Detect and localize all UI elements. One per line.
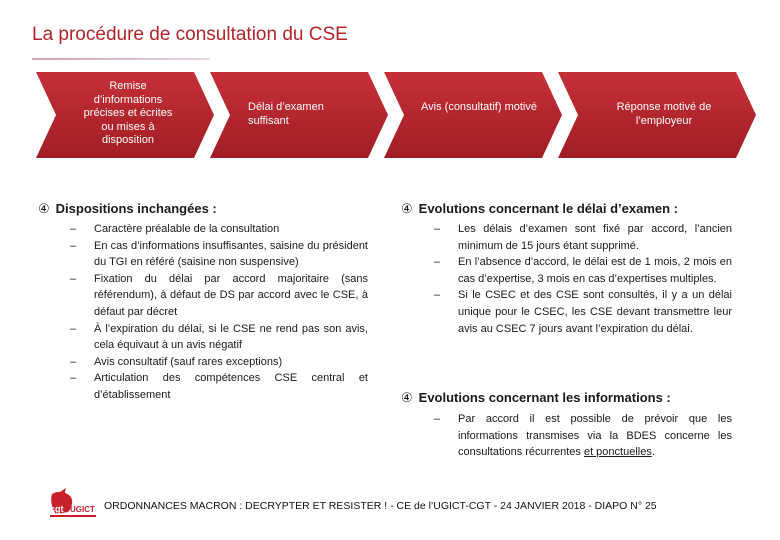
list-item: – À l’expiration du délai, si le CSE ne rend pas son avis, cela équivaut à un avis négatif: [68, 321, 368, 354]
left-heading-text: Dispositions inchangées :: [55, 201, 217, 216]
list-item: – Les délais d’examen sont fixé par accord, l’ancien minimum de 15 jours étant supprimé.: [432, 221, 732, 254]
list-item: – Articulation des compétences CSE central et d’établissement: [68, 370, 368, 403]
footer-text: ORDONNANCES MACRON : DECRYPTER ET RESISTER ! - CE de l’UGICT-CGT - 24 JANVIER 2018 - DIAPO N° 25: [104, 500, 657, 512]
logo-text-ugict: UGICT: [70, 505, 95, 514]
step-arrow-3: [384, 72, 562, 158]
right-delay-list: [432, 221, 732, 337]
right-delay-heading: [401, 201, 678, 217]
right-info-heading-text: Evolutions concernant les informations :: [418, 390, 671, 405]
title-underline: [32, 58, 210, 60]
step-label-1: Remise d’informations précises et écrites ou mises à disposition: [83, 80, 173, 146]
logo-graphic: [48, 488, 98, 526]
list-item: – En l’absence d’accord, le délai est de 1 mois, 2 mois en cas d’expertise, 3 mois en cas d’expertises multiples.: [432, 254, 732, 287]
left-heading: [38, 201, 217, 217]
info-underlined-text: et ponctuelles: [583, 446, 652, 459]
list-item: – Si le CSEC et des CSE sont consultés, il y a un délai unique pour le CSEC, les CSE devant transmettre leur avis au CSEC 7 jours avant l’expiration du délai.: [432, 287, 732, 337]
info-text-end: .: [651, 446, 655, 459]
right-delay-heading-text: Evolutions concernant le délai d’examen :: [418, 201, 679, 216]
step-label-3: Avis (consultatif) motivé: [421, 101, 537, 113]
right-info-heading: [401, 390, 671, 406]
step-label-2: Délai d’examen suffisant: [248, 101, 324, 127]
circled-number-icon: ④: [401, 201, 413, 216]
circled-number-icon: ④: [38, 201, 50, 216]
list-item: – Caractère préalable de la consultation: [68, 221, 368, 238]
right-info-list: [432, 411, 732, 461]
list-item: [432, 411, 732, 461]
list-item: – Avis consultatif (sauf rares exceptions): [68, 354, 368, 371]
logo-text-cgt: cgt: [50, 504, 64, 514]
process-flow: [36, 70, 766, 160]
cgt-ugict-logo: [48, 488, 98, 526]
circled-number-icon: ④: [401, 390, 413, 405]
step-label-4: Réponse motivé de l’employeur: [616, 101, 712, 127]
list-item: – Fixation du délai par accord majoritaire (sans référendum), à défaut de DS par accord avec le CSE, à défaut par décret: [68, 271, 368, 321]
page-title: La procédure de consultation du CSE: [32, 24, 348, 45]
left-list: [68, 221, 368, 404]
info-text: Par accord il est possible de prévoir que les informations transmises via la BDES concerne les consultations récurrentes: [458, 413, 732, 459]
list-item: – En cas d’informations insuffisantes, saisine du président du TGI en référé (saisine non suspensive): [68, 238, 368, 271]
